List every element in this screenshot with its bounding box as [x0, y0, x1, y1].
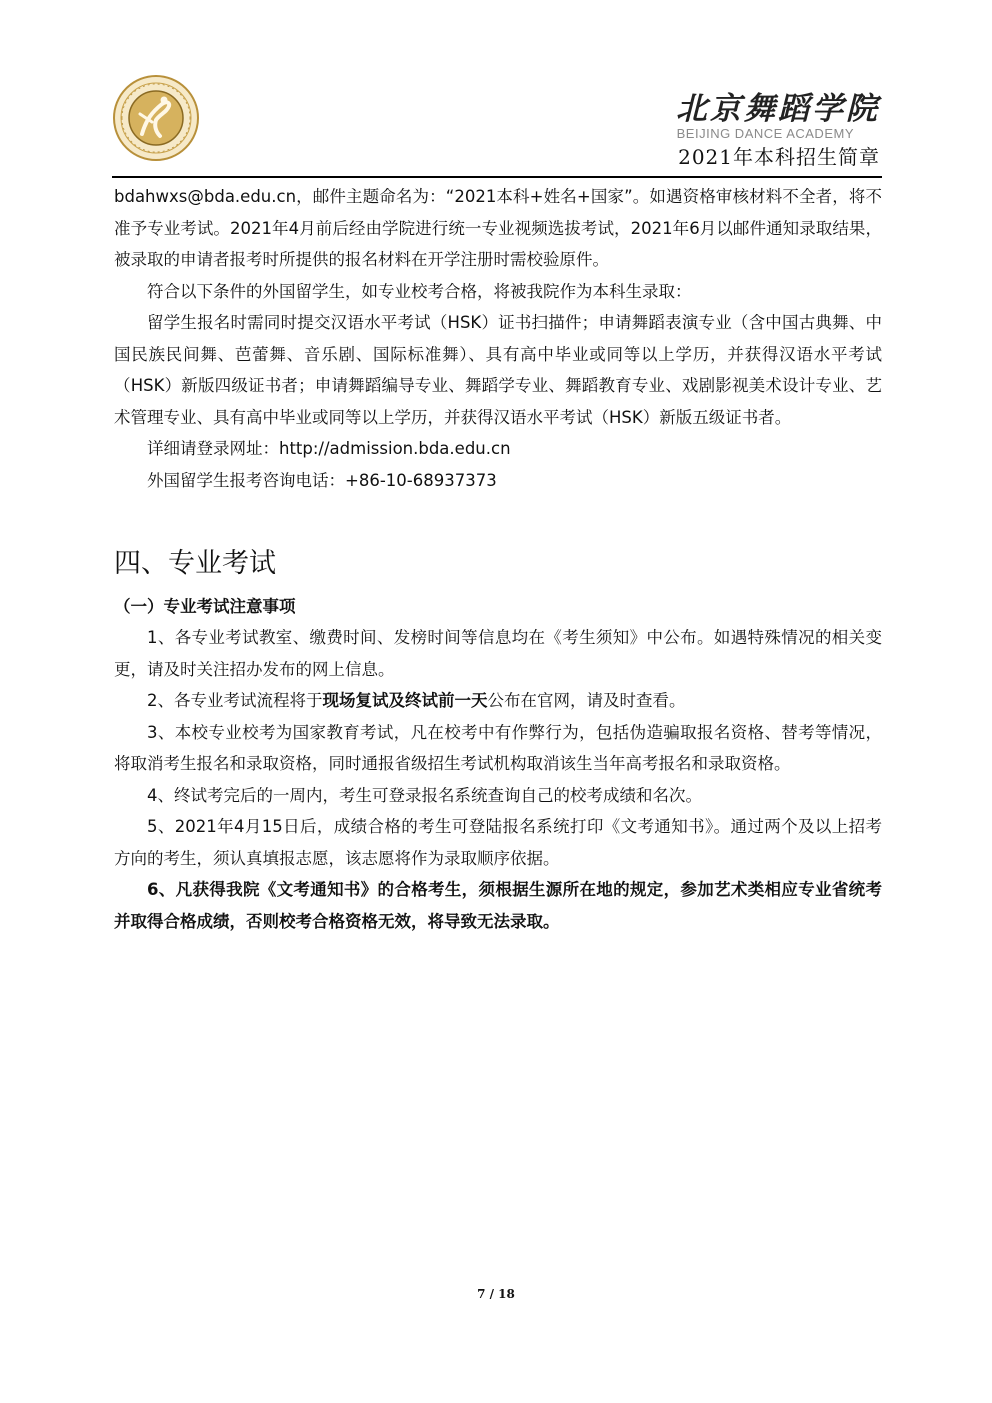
- section-heading: 四、专业考试: [114, 548, 276, 579]
- item-emphasis: 现场复试及终试前一天: [322, 691, 488, 710]
- subsection-heading: （一）专业考试注意事项: [114, 597, 296, 616]
- paragraph: 留学生报名时需同时提交汉语水平考试（HSK）证书扫描件；申请舞蹈表演专业（含中国古典舞、中国民族民间舞、芭蕾舞、音乐剧、国际标准舞）、具有高中毕业或同等以上学历，并获得汉语水平考试（HSK）新版四级证书者；申请舞蹈编导专业、舞蹈学专业、舞蹈教育专业、戏剧影视美术设计专业、艺术管理专业、具有高中毕业或同等以上学历，并获得汉语水平考试（HSK）新版五级证书者。: [114, 313, 882, 427]
- document-title: 2021年本科招生简章: [678, 145, 880, 169]
- school-name-en: BEIJING DANCE ACADEMY: [676, 126, 854, 141]
- list-item: 5、2021年4月15日后，成绩合格的考生可登陆报名系统打印《文考通知书》。通过两个及以上招考方向的考生，须认真填报志愿，该志愿将作为录取顺序依据。: [114, 817, 882, 868]
- item-emphasis: 凡获得我院《文考通知书》的合格考生，须根据生源所在地的规定，参加艺术类相应专业省统考并取得合格成绩，否则校考合格资格无效，将导致无法录取。: [114, 880, 883, 931]
- list-item: 1、各专业考试教室、缴费时间、发榜时间等信息均在《考生须知》中公布。如遇特殊情况的相关变更，请及时关注招办发布的网上信息。: [114, 628, 882, 679]
- paragraph: 符合以下条件的外国留学生，如专业校考合格，将被我院作为本科生录取：: [147, 281, 692, 301]
- page-header: [112, 68, 882, 176]
- page-content: [114, 181, 882, 937]
- website-line: 详细请登录网址：http://admission.bda.edu.cn: [147, 439, 511, 458]
- school-name-cn: 北京舞蹈学院: [676, 91, 880, 127]
- item-text: 公布在官网，请及时查看。: [487, 691, 686, 710]
- item-text: 6、: [147, 880, 176, 899]
- paragraph: bdahwxs@bda.edu.cn，邮件主题命名为：“2021本科+姓名+国家”。如遇资格审核材料不全者，将不准予专业考试。2021年4月前后经由学院进行统一专业视频选拔考试，2021年6月以邮件通知录取结果，被录取的申请者报考时所提供的报名材料在开学注册时需校验原件。: [114, 187, 882, 269]
- list-item: 4、终试考完后的一周内，考生可登录报名系统查询自己的校考成绩和名次。: [147, 785, 702, 805]
- list-item: 3、本校专业校考为国家教育考试，凡在校考中有作弊行为，包括伪造骗取报名资格、替考等情况，将取消考生报名和录取资格，同时通报省级招生考试机构取消该生当年高考报名和录取资格。: [114, 722, 882, 773]
- page-number: 7 / 18: [477, 1287, 515, 1301]
- list-item: [114, 874, 882, 937]
- phone-line: 外国留学生报考咨询电话：+86-10-68937373: [147, 470, 497, 490]
- school-logo-icon: [112, 74, 200, 162]
- item-text: 2、各专业考试流程将于: [147, 691, 323, 710]
- list-item: [114, 685, 882, 717]
- header-rule: [112, 176, 882, 178]
- brand-block: [676, 92, 880, 170]
